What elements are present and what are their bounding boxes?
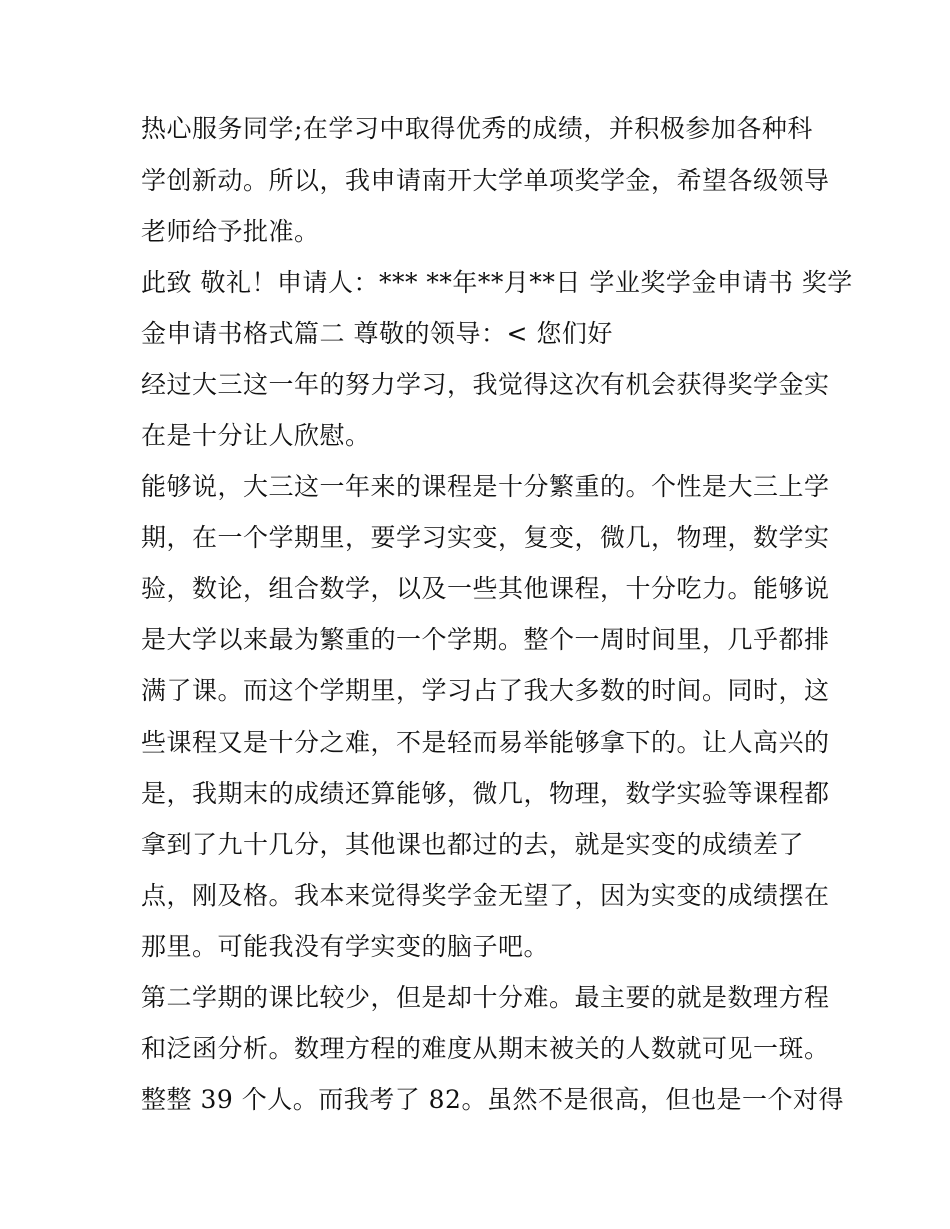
text-line: 满了课。而这个学期里，学习占了我大多数的时间。同时，这 (141, 676, 830, 705)
text-line: 热心服务同学;在学习中取得优秀的成绩，并积极参加各种科 (141, 114, 813, 143)
text-line: 学创新动。所以，我申请南开大学单项奖学金，希望各级领导 (141, 166, 830, 195)
text-line: 些课程又是十分之难，不是轻而易举能够拿下的。让人高兴的 (141, 728, 830, 757)
text-line: 整整 39 个人。而我考了 82。虽然不是很高，但也是一个对得 (141, 1085, 844, 1114)
text-line: 那里。可能我没有学实变的脑子吧。 (141, 932, 550, 961)
text-line: 是，我期末的成绩还算能够，微几，物理，数学实验等课程都 (141, 779, 830, 808)
text-line: 期，在一个学期里，要学习实变，复变，微几，物理，数学实 (141, 523, 830, 552)
text-line: 在是十分让人欣慰。 (141, 421, 371, 450)
text-line: 金申请书格式篇二 尊敬的领导：< 您们好 (141, 319, 613, 348)
text-line: 第二学期的课比较少，但是却十分难。最主要的就是数理方程 (141, 983, 830, 1012)
text-line: 验，数论，组合数学，以及一些其他课程，十分吃力。能够说 (141, 574, 830, 603)
text-line: 点，刚及格。我本来觉得奖学金无望了，因为实变的成绩摆在 (141, 881, 830, 910)
text-line: 和泛函分析。数理方程的难度从期末被关的人数就可见一斑。 (141, 1034, 830, 1063)
text-line: 老师给予批准。 (141, 217, 320, 246)
text-line: 拿到了九十几分，其他课也都过的去，就是实变的成绩差了 (141, 830, 805, 859)
text-line: 是大学以来最为繁重的一个学期。整个一周时间里，几乎都排 (141, 625, 830, 654)
text-line: 经过大三这一年的努力学习，我觉得这次有机会获得奖学金实 (141, 370, 830, 399)
text-line: 此致 敬礼！申请人：*** **年**月**日 学业奖学金申请书 奖学 (141, 268, 853, 297)
text-line: 能够说，大三这一年来的课程是十分繁重的。个性是大三上学 (141, 472, 830, 501)
